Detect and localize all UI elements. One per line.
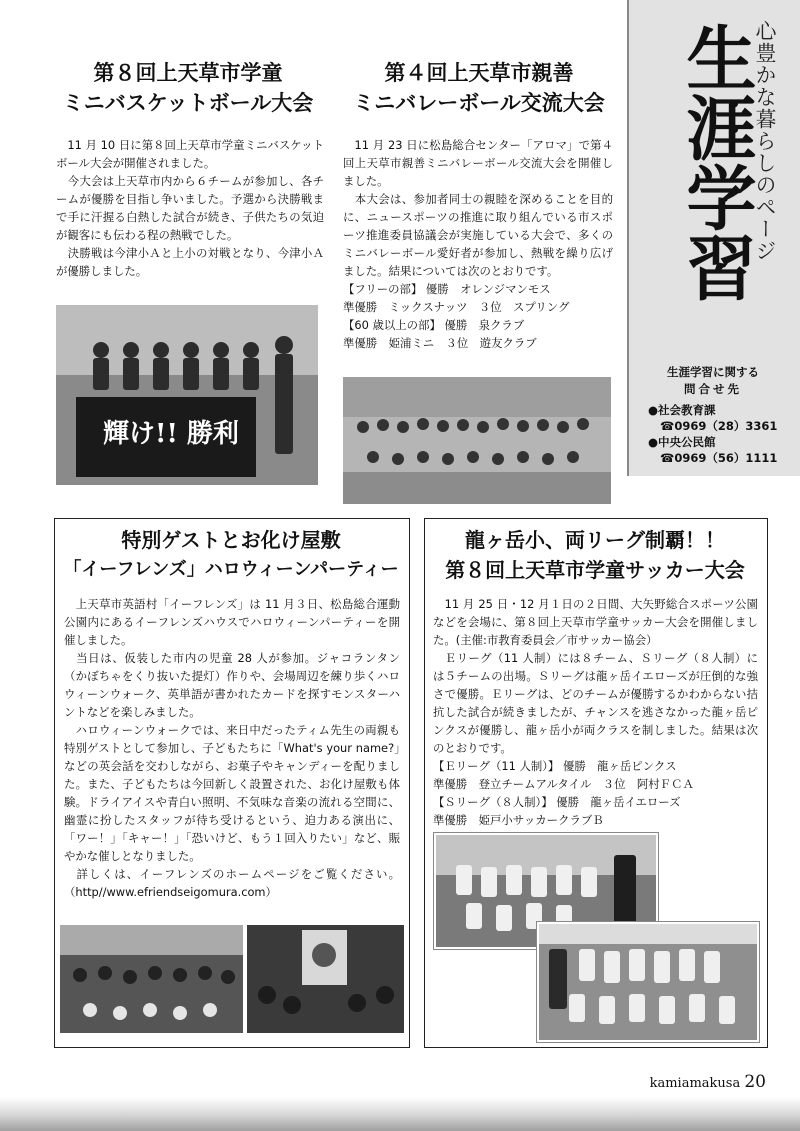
photo-banner-text: 輝け!! 勝利: [103, 419, 239, 449]
article4-result: 準優勝 姫戸小サッカークラブＢ: [433, 813, 604, 827]
article2-title-line1: 第４回上天草市親善: [384, 61, 574, 85]
contact-name-2: ●中央公民館: [648, 435, 716, 449]
article3-title: [56, 525, 406, 585]
article4-body: [433, 595, 758, 829]
article3-title-line1: 特別ゲストとお化け屋敷: [121, 528, 341, 552]
article1-title-line2: ミニバスケットボール大会: [62, 91, 314, 115]
article1-paragraph: 11 月 10 日に第８回上天草市学童ミニバスケットボール大会が開催されました。: [56, 138, 324, 170]
article4-paragraph: 11 月 25 日・12 月１日の２日間、大矢野総合スポーツ公園などを会場に、第８回上天草市学童サッカー大会を開催しました。(主催:市教育委員会／市サッカー協会）: [433, 597, 758, 647]
article2-result: 【フリーの部】 優勝 オレンジマンモス: [343, 282, 551, 296]
haunted-house-photo: [247, 925, 404, 1033]
article3-paragraph: 当日は、仮装した市内の児童 28 人が参加。ジャコランタン（かぼちゃをくり抜いた提灯）作りや、会場周辺を練り歩くハロウィーンウォーク、英単語が書かれたカードを探すモンスターハントなどを楽しみました。: [64, 651, 400, 719]
article4-result: 準優勝 登立チームアルタイル ３位 阿村ＦＣＡ: [433, 777, 694, 791]
contact-heading: [633, 364, 793, 398]
article1-paragraph: 決勝戦は今津小Ａと上小の対戦となり、今津小Ａが優勝しました。: [56, 246, 324, 278]
contact-heading-line2: 問合せ先: [684, 382, 742, 396]
article4-result: 【Ｓリーグ（８人制）】 優勝 龍ヶ岳イエローズ: [433, 795, 681, 809]
basketball-team-photo: [56, 305, 318, 485]
page-number: 20: [744, 1072, 766, 1092]
volleyball-group-photo: [343, 377, 611, 504]
magazine-name: kamiamakusa: [649, 1076, 741, 1091]
article2-paragraph: 11 月 23 日に松島総合センター「アロマ」で第４回上天草市親善ミニバレーボール交流大会を開催しました。: [343, 138, 613, 188]
section-title: 生涯学習: [675, 22, 757, 302]
article1-paragraph: 今大会は上天草市内から６チームが参加し、各チームが優勝を目指し争いました。予選から決勝戦まで手に汗握る白熱した試合が続き、子供たちの気迫が観客にも伝わる程の熱戦でした。: [56, 174, 324, 242]
article2-title-line2: ミニバレーボール交流大会: [353, 91, 605, 115]
article4-title-line1: 龍ヶ岳小、両リーグ制覇！！: [465, 528, 725, 552]
article3-paragraph: ハロウィーンウォークでは、来日中だったティム先生の両親も特別ゲストとして参加し、子どもたちに「What's your name?」などの英会話を交わしながら、お菓子やキャンディーを配りました。また、子どもたちは今回新しく設置された、お化け屋敷も体験。ドライアイスや青白い照明、不気味な音楽の流れる空間に、幽霊に扮したスタッフが待ち受けるという、迫力ある演出に、「ワー！」「キャー！」「恐いけど、もう１回入りたい」など、賑やかな催しとなりました。: [64, 723, 400, 863]
article3-paragraph: 詳しくは、イーフレンズのホームページをご覧ください。（http//www.efriendseigomura.com）: [64, 867, 400, 899]
article2-result: 準優勝 姫浦ミニ ３位 遊友クラブ: [343, 336, 537, 350]
contact-name-1: ●社会教育課: [648, 403, 716, 417]
article2-body: [343, 136, 613, 352]
article3-title-line2: 「イーフレンズ」ハロウィーンパーティー: [63, 559, 399, 580]
article4-title-line2: 第８回上天草市学童サッカー大会: [445, 558, 745, 582]
article2-title: [336, 58, 622, 118]
soccer-team-photo-2: [537, 922, 759, 1042]
sidebar-subtitle: 心豊かな暮らしのページ: [753, 20, 777, 262]
halloween-children-photo: [60, 925, 243, 1033]
article2-result: 準優勝 ミックスナッツ ３位 スプリング: [343, 300, 570, 314]
contact-list: [648, 402, 798, 466]
contact-phone-2: ☎0969（56）1111: [660, 451, 778, 465]
article3-body: [64, 595, 400, 901]
article1-body: [56, 136, 324, 280]
article3-paragraph: 上天草市英語村「イーフレンズ」は 11 月３日、松島総合運動公園内にあるイーフレンズハウスでハロウィーンパーティーを開催しました。: [64, 597, 400, 647]
article4-result: 【Ｅリーグ（11 人制）】 優勝 龍ヶ岳ピンクス: [433, 759, 677, 773]
contact-heading-line1: 生涯学習に関する: [667, 365, 759, 379]
article2-paragraph: 本大会は、参加者同士の親睦を深めることを目的に、ニュースポーツの推進に取り組んでいる市スポーツ推進委員協議会が実施している大会で、多くのミニバレーボール愛好者が参加し、熱戦を繰り広げました。結果については次のとおりです。: [343, 192, 613, 278]
article4-paragraph: Ｅリーグ（11 人制）には８チーム、Ｓリーグ（８人制）には５チームの出場。Ｓリーグは龍ヶ岳イエローズが圧倒的な強さで優勝。Ｅリーグは、どのチームが優勝するかわからない拮抗した試合が続きましたが、チャンスを逃さなかった龍ヶ岳ピンクスが優勝し、龍ヶ岳小が両クラスを制しました。結果は次のとおりです。: [433, 651, 758, 755]
article1-title: [52, 58, 324, 118]
article2-result: 【60 歳以上の部】 優勝 泉クラブ: [343, 318, 525, 332]
page-footer: [650, 1072, 766, 1092]
article4-title: [426, 525, 764, 585]
contact-phone-1: ☎0969（28）3361: [660, 419, 778, 433]
footer-bar: [0, 1097, 800, 1131]
article1-title-line1: 第８回上天草市学童: [93, 61, 283, 85]
